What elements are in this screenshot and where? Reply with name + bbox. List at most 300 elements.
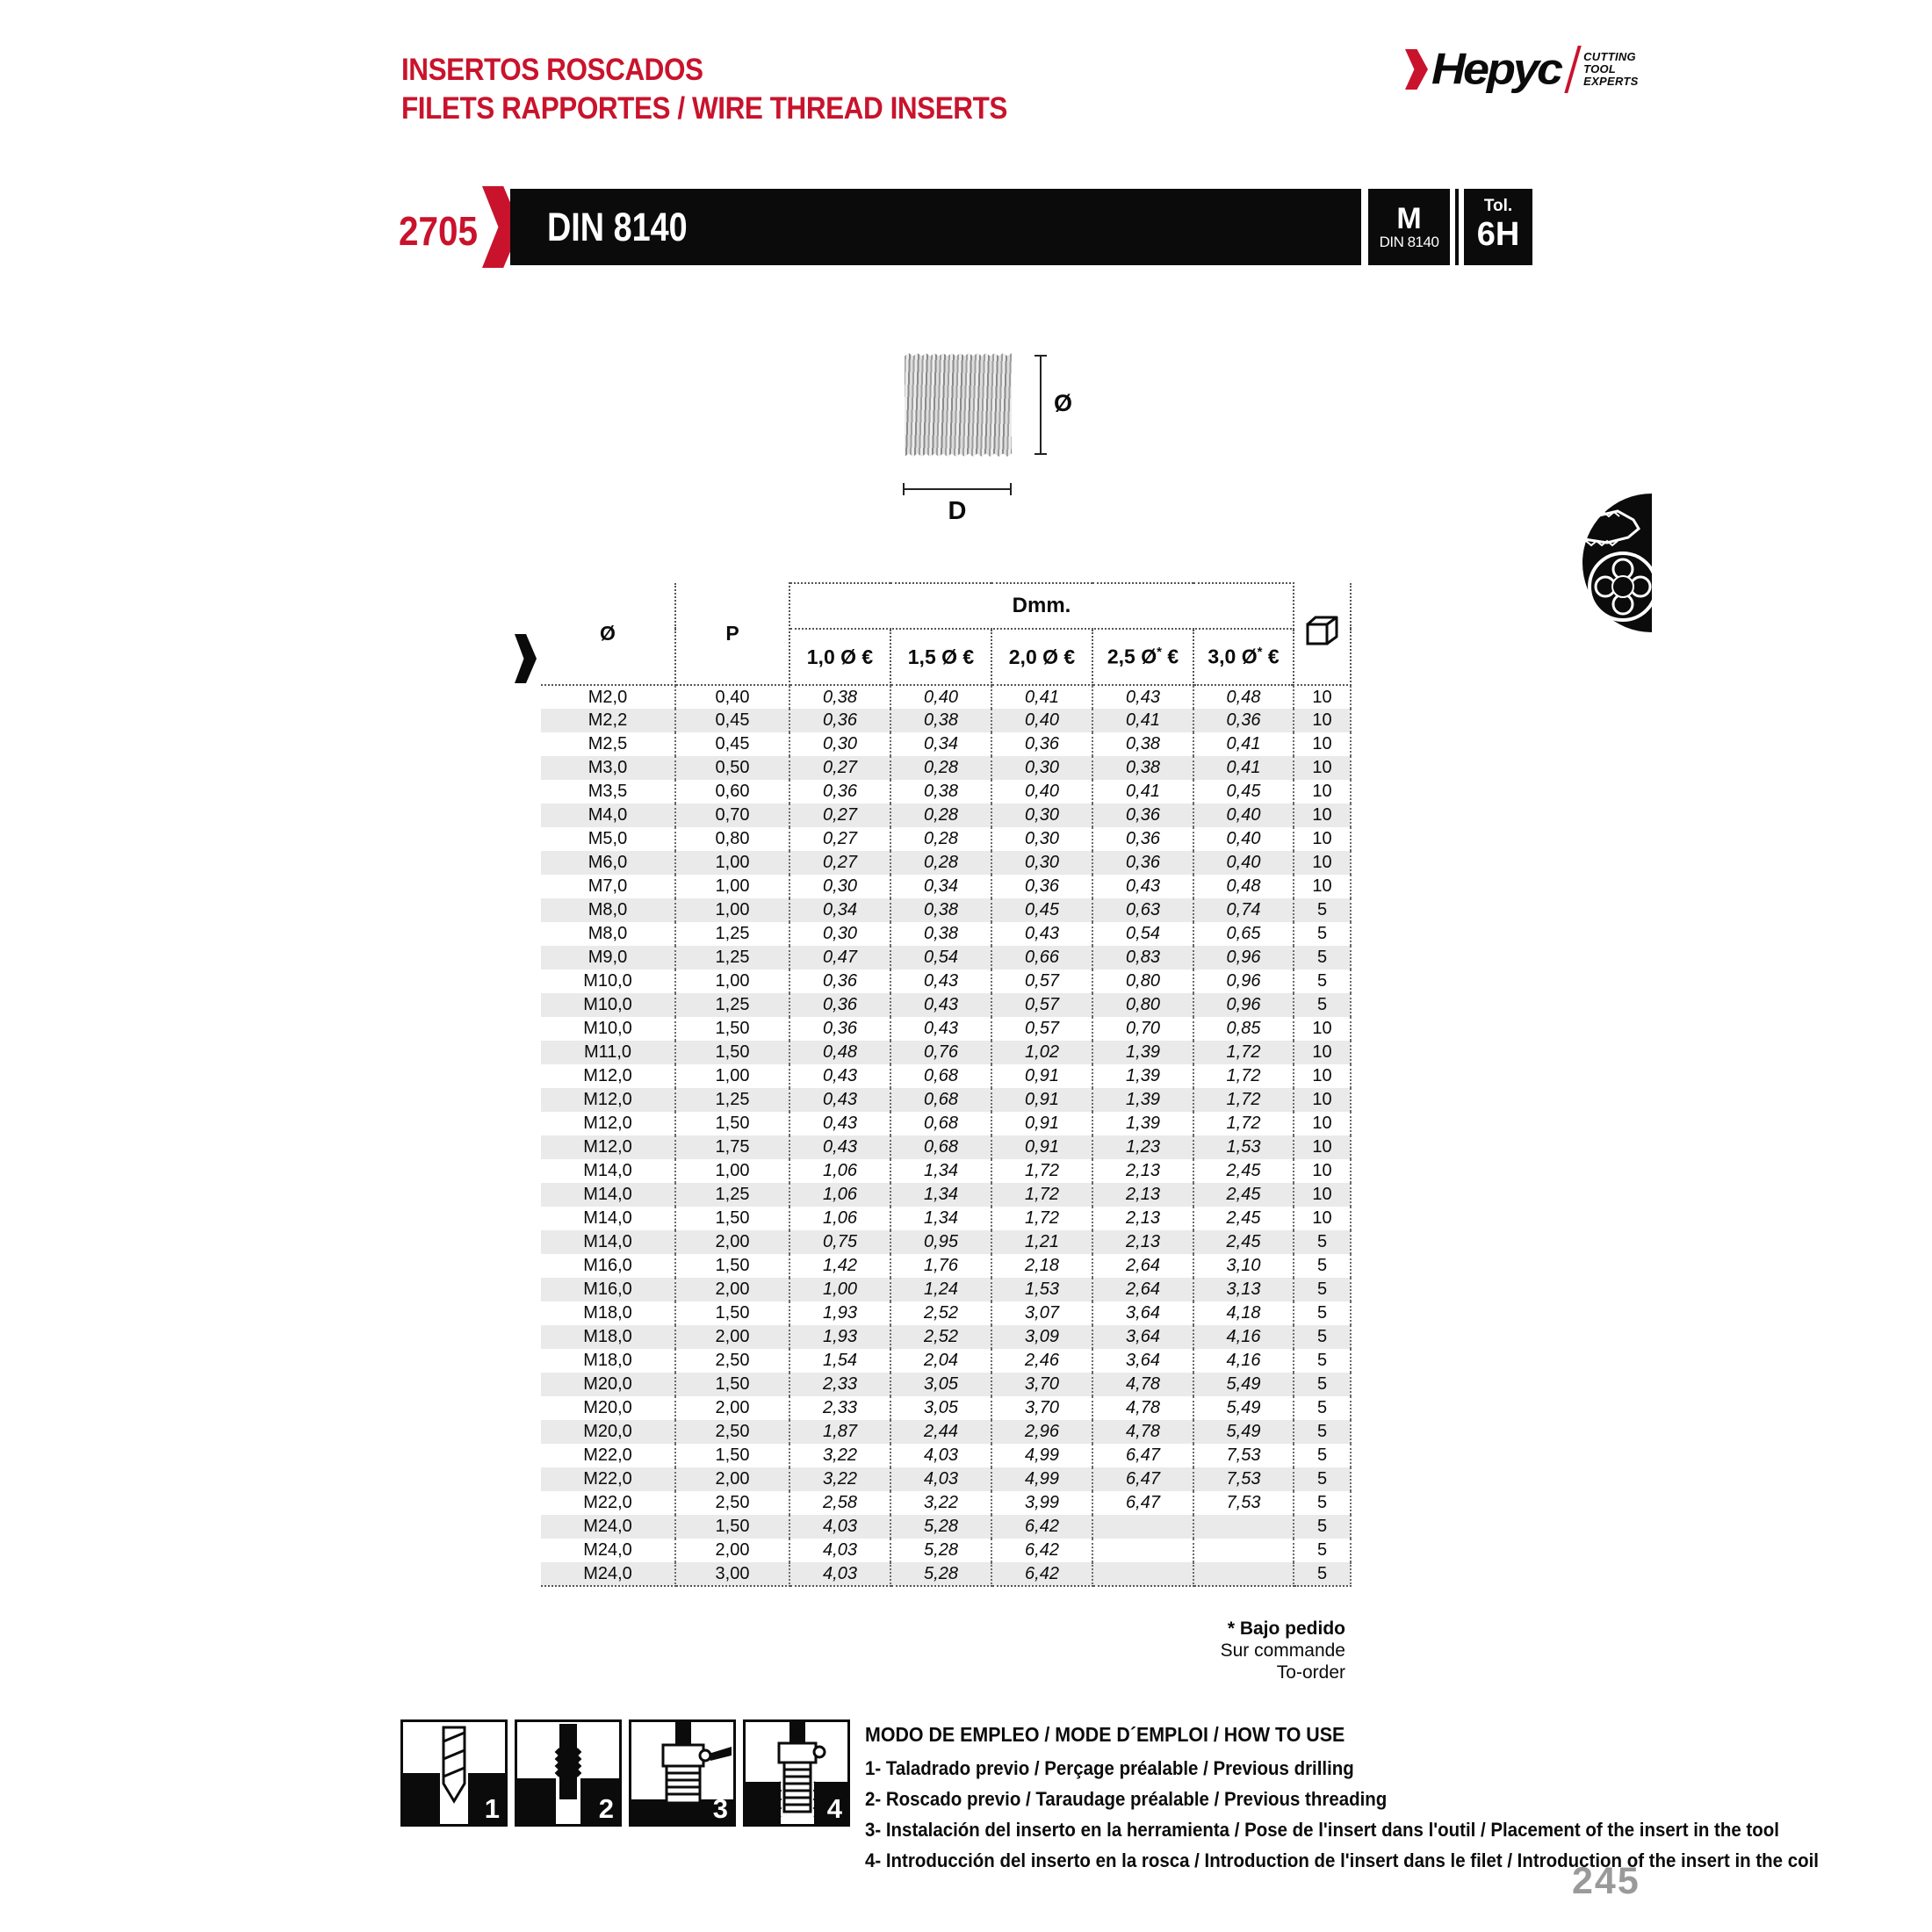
how-to-use-step: 4- Introducción del inserto en la rosca / Introduction de l'insert dans le filet / Introduction of the insert in the coil bbox=[865, 1849, 1819, 1871]
cell-price: 0,38 bbox=[1092, 732, 1193, 756]
brand-logo bbox=[1405, 46, 1639, 93]
table-row bbox=[541, 1491, 1351, 1515]
cell-diameter: M24,0 bbox=[541, 1515, 675, 1539]
cell-price: 0,43 bbox=[890, 993, 991, 1017]
brand-tagline bbox=[1583, 51, 1639, 88]
cell-price: 0,68 bbox=[890, 1064, 991, 1088]
cell-price: 3,64 bbox=[1092, 1301, 1193, 1325]
cell-price: 1,24 bbox=[890, 1278, 991, 1301]
product-code: 2705 bbox=[398, 208, 478, 254]
cell-quantity: 10 bbox=[1294, 756, 1351, 780]
cell-price: 0,96 bbox=[1193, 946, 1294, 970]
cell-diameter: M3,0 bbox=[541, 756, 675, 780]
cell-quantity: 10 bbox=[1294, 1112, 1351, 1135]
cell-diameter: M3,5 bbox=[541, 780, 675, 804]
cell-price: 0,30 bbox=[991, 804, 1092, 827]
table-row bbox=[541, 1278, 1351, 1301]
cell-price: 0,40 bbox=[991, 709, 1092, 732]
cell-pitch: 1,75 bbox=[675, 1135, 789, 1159]
product-standard: DIN 8140 bbox=[547, 204, 688, 249]
cell-price: 2,52 bbox=[890, 1301, 991, 1325]
cell-price: 4,78 bbox=[1092, 1420, 1193, 1444]
cell-diameter: M2,0 bbox=[541, 685, 675, 709]
cell-pitch: 1,50 bbox=[675, 1112, 789, 1135]
cell-price: 1,34 bbox=[890, 1207, 991, 1230]
cell-price: 1,76 bbox=[890, 1254, 991, 1278]
length-dimension-line bbox=[903, 488, 1012, 490]
cell-price: 0,65 bbox=[1193, 922, 1294, 946]
footnote-line-fr: Sur commande bbox=[1220, 1640, 1345, 1661]
how-to-use-step: 1- Taladrado previo / Perçage préalable / Previous drilling bbox=[865, 1757, 1354, 1779]
cell-price: 0,38 bbox=[890, 898, 991, 922]
cell-price: 4,16 bbox=[1193, 1349, 1294, 1373]
table-chevron-icon bbox=[515, 634, 537, 683]
how-to-use-step: 3- Instalación del inserto en la herramienta / Pose de l'insert dans l'outil / Placement of the insert in the tool bbox=[865, 1819, 1779, 1841]
cell-diameter: M12,0 bbox=[541, 1064, 675, 1088]
cell-pitch: 1,00 bbox=[675, 1159, 789, 1183]
cell-quantity: 5 bbox=[1294, 1278, 1351, 1301]
table-row bbox=[541, 1444, 1351, 1467]
die-tap-badge-icon bbox=[1582, 494, 1652, 632]
cell-quantity: 5 bbox=[1294, 970, 1351, 993]
cell-price: 2,13 bbox=[1092, 1159, 1193, 1183]
table-row bbox=[541, 1230, 1351, 1254]
cell-price: 4,03 bbox=[890, 1444, 991, 1467]
cell-price bbox=[1193, 1539, 1294, 1562]
page-title-line1: INSERTOS ROSCADOS bbox=[401, 53, 703, 87]
cell-pitch: 1,00 bbox=[675, 898, 789, 922]
cell-pitch: 1,25 bbox=[675, 993, 789, 1017]
cell-price: 0,54 bbox=[890, 946, 991, 970]
cell-price: 0,68 bbox=[890, 1112, 991, 1135]
table-row bbox=[541, 970, 1351, 993]
cell-price: 1,72 bbox=[991, 1207, 1092, 1230]
cell-quantity: 5 bbox=[1294, 1325, 1351, 1349]
cell-price: 0,36 bbox=[1193, 709, 1294, 732]
how-to-use-title: MODO DE EMPLEO / MODE D´EMPLOI / HOW TO USE bbox=[865, 1723, 1345, 1746]
cell-price: 1,39 bbox=[1092, 1041, 1193, 1064]
cell-price: 3,22 bbox=[789, 1467, 890, 1491]
cell-price: 1,42 bbox=[789, 1254, 890, 1278]
cell-price: 1,72 bbox=[1193, 1041, 1294, 1064]
step-4-insert-into-thread-image bbox=[743, 1719, 850, 1827]
cell-quantity: 10 bbox=[1294, 709, 1351, 732]
cell-quantity: 10 bbox=[1294, 1159, 1351, 1183]
brand-name: Hepyc bbox=[1431, 45, 1561, 94]
cell-price: 0,40 bbox=[890, 685, 991, 709]
cell-price: 1,93 bbox=[789, 1301, 890, 1325]
cell-price: 1,39 bbox=[1092, 1112, 1193, 1135]
cell-pitch: 2,00 bbox=[675, 1325, 789, 1349]
cell-price: 0,43 bbox=[890, 1017, 991, 1041]
cell-price: 3,05 bbox=[890, 1373, 991, 1396]
cell-price: 0,43 bbox=[1092, 685, 1193, 709]
step-number: 1 bbox=[484, 1793, 500, 1824]
cell-quantity: 5 bbox=[1294, 1515, 1351, 1539]
table-row bbox=[541, 1017, 1351, 1041]
cell-quantity: 5 bbox=[1294, 1230, 1351, 1254]
step-3-insert-on-tool-image bbox=[629, 1719, 736, 1827]
cell-pitch: 2,50 bbox=[675, 1420, 789, 1444]
table-row bbox=[541, 1325, 1351, 1349]
cell-price: 0,43 bbox=[789, 1088, 890, 1112]
cell-pitch: 0,50 bbox=[675, 756, 789, 780]
price-column-header-1_0: 1,0 Ø € bbox=[789, 629, 890, 685]
cell-price: 0,91 bbox=[991, 1088, 1092, 1112]
cell-price: 2,45 bbox=[1193, 1159, 1294, 1183]
product-bar bbox=[510, 189, 1361, 265]
table-row bbox=[541, 1254, 1351, 1278]
cell-quantity: 5 bbox=[1294, 922, 1351, 946]
cell-price: 4,99 bbox=[991, 1467, 1092, 1491]
cell-quantity: 10 bbox=[1294, 780, 1351, 804]
table-row bbox=[541, 756, 1351, 780]
cell-pitch: 0,45 bbox=[675, 732, 789, 756]
cell-price: 1,72 bbox=[1193, 1112, 1294, 1135]
table-row bbox=[541, 804, 1351, 827]
cell-diameter: M10,0 bbox=[541, 970, 675, 993]
cell-price: 5,28 bbox=[890, 1515, 991, 1539]
cell-price: 4,18 bbox=[1193, 1301, 1294, 1325]
tolerance-value: 6H bbox=[1476, 216, 1520, 253]
cell-price: 0,38 bbox=[890, 709, 991, 732]
cell-quantity: 10 bbox=[1294, 1041, 1351, 1064]
cell-price: 0,36 bbox=[991, 875, 1092, 898]
cell-price: 2,45 bbox=[1193, 1207, 1294, 1230]
cell-price: 0,41 bbox=[1193, 732, 1294, 756]
cell-quantity: 10 bbox=[1294, 804, 1351, 827]
cell-quantity: 5 bbox=[1294, 1491, 1351, 1515]
cell-price: 2,04 bbox=[890, 1349, 991, 1373]
price-table-body bbox=[541, 685, 1351, 1586]
cell-price: 0,27 bbox=[789, 827, 890, 851]
cell-price: 2,18 bbox=[991, 1254, 1092, 1278]
cell-price: 7,53 bbox=[1193, 1491, 1294, 1515]
cell-price: 0,41 bbox=[1092, 780, 1193, 804]
cell-diameter: M18,0 bbox=[541, 1349, 675, 1373]
cell-price: 0,30 bbox=[789, 732, 890, 756]
cell-diameter: M8,0 bbox=[541, 898, 675, 922]
cell-price: 2,13 bbox=[1092, 1183, 1193, 1207]
cell-price: 3,64 bbox=[1092, 1349, 1193, 1373]
table-row bbox=[541, 1183, 1351, 1207]
diameter-dimension-label: Ø bbox=[1054, 390, 1073, 416]
tolerance-box bbox=[1464, 189, 1532, 265]
cell-price: 1,34 bbox=[890, 1183, 991, 1207]
cell-price: 7,53 bbox=[1193, 1444, 1294, 1467]
cell-price: 2,58 bbox=[789, 1491, 890, 1515]
cell-price: 0,95 bbox=[890, 1230, 991, 1254]
cell-price: 6,47 bbox=[1092, 1491, 1193, 1515]
cell-price: 2,13 bbox=[1092, 1207, 1193, 1230]
cell-price: 1,21 bbox=[991, 1230, 1092, 1254]
cell-price: 0,47 bbox=[789, 946, 890, 970]
cell-quantity: 10 bbox=[1294, 1183, 1351, 1207]
cell-price: 0,66 bbox=[991, 946, 1092, 970]
cell-pitch: 2,00 bbox=[675, 1278, 789, 1301]
cell-price: 0,68 bbox=[890, 1135, 991, 1159]
cell-price: 3,70 bbox=[991, 1396, 1092, 1420]
cell-price: 4,99 bbox=[991, 1444, 1092, 1467]
page-number: 245 bbox=[1572, 1860, 1640, 1902]
cell-price: 0,43 bbox=[991, 922, 1092, 946]
table-row bbox=[541, 898, 1351, 922]
cell-price: 5,28 bbox=[890, 1562, 991, 1586]
cell-pitch: 2,50 bbox=[675, 1349, 789, 1373]
cell-price: 2,33 bbox=[789, 1373, 890, 1396]
cell-diameter: M22,0 bbox=[541, 1467, 675, 1491]
cell-price: 0,41 bbox=[1092, 709, 1193, 732]
cell-price: 0,36 bbox=[789, 1017, 890, 1041]
cell-pitch: 1,50 bbox=[675, 1041, 789, 1064]
table-row bbox=[541, 875, 1351, 898]
cell-pitch: 1,50 bbox=[675, 1301, 789, 1325]
cell-price: 4,03 bbox=[890, 1467, 991, 1491]
order-footnote bbox=[1036, 1618, 1345, 1683]
cell-price: 2,46 bbox=[991, 1349, 1092, 1373]
cell-pitch: 1,50 bbox=[675, 1254, 789, 1278]
cell-price: 3,99 bbox=[991, 1491, 1092, 1515]
cell-price: 5,49 bbox=[1193, 1396, 1294, 1420]
cell-price: 3,09 bbox=[991, 1325, 1092, 1349]
table-row bbox=[541, 732, 1351, 756]
column-group-header: Dmm. bbox=[789, 583, 1294, 629]
cell-price: 5,28 bbox=[890, 1539, 991, 1562]
cell-diameter: M12,0 bbox=[541, 1112, 675, 1135]
cell-pitch: 2,00 bbox=[675, 1539, 789, 1562]
cell-price: 0,28 bbox=[890, 851, 991, 875]
step-2-threading-image bbox=[515, 1719, 622, 1827]
cell-price: 0,43 bbox=[789, 1112, 890, 1135]
cell-pitch: 1,00 bbox=[675, 1064, 789, 1088]
step-1-drilling-image bbox=[400, 1719, 508, 1827]
cell-pitch: 0,60 bbox=[675, 780, 789, 804]
table-row bbox=[541, 780, 1351, 804]
cell-price: 1,72 bbox=[1193, 1064, 1294, 1088]
cell-price: 0,40 bbox=[1193, 827, 1294, 851]
cell-price: 1,87 bbox=[789, 1420, 890, 1444]
cell-quantity: 5 bbox=[1294, 1396, 1351, 1420]
cell-diameter: M20,0 bbox=[541, 1420, 675, 1444]
cell-price bbox=[1092, 1515, 1193, 1539]
cell-price: 3,05 bbox=[890, 1396, 991, 1420]
cell-price: 7,53 bbox=[1193, 1467, 1294, 1491]
cell-price bbox=[1092, 1562, 1193, 1586]
table-row bbox=[541, 1088, 1351, 1112]
cell-price bbox=[1193, 1562, 1294, 1586]
cell-price: 0,27 bbox=[789, 804, 890, 827]
how-to-use-step: 2- Roscado previo / Taraudage préalable / Previous threading bbox=[865, 1788, 1388, 1810]
table-row bbox=[541, 1159, 1351, 1183]
price-table-header bbox=[541, 583, 1351, 685]
cell-price: 0,45 bbox=[991, 898, 1092, 922]
cell-pitch: 1,25 bbox=[675, 946, 789, 970]
table-row bbox=[541, 1041, 1351, 1064]
cell-price: 0,36 bbox=[1092, 827, 1193, 851]
cell-diameter: M2,2 bbox=[541, 709, 675, 732]
footnote-line-en: To-order bbox=[1276, 1662, 1345, 1683]
cell-diameter: M10,0 bbox=[541, 993, 675, 1017]
cell-price: 0,48 bbox=[1193, 875, 1294, 898]
cell-diameter: M14,0 bbox=[541, 1207, 675, 1230]
cell-price: 0,43 bbox=[789, 1135, 890, 1159]
cell-pitch: 2,00 bbox=[675, 1467, 789, 1491]
cell-pitch: 1,00 bbox=[675, 875, 789, 898]
cell-price: 4,78 bbox=[1092, 1396, 1193, 1420]
table-row bbox=[541, 851, 1351, 875]
cell-quantity: 10 bbox=[1294, 1135, 1351, 1159]
cell-quantity: 5 bbox=[1294, 1467, 1351, 1491]
cell-quantity: 10 bbox=[1294, 685, 1351, 709]
cell-diameter: M16,0 bbox=[541, 1254, 675, 1278]
cell-price: 4,16 bbox=[1193, 1325, 1294, 1349]
cell-price: 3,07 bbox=[991, 1301, 1092, 1325]
cell-price: 1,54 bbox=[789, 1349, 890, 1373]
cell-price: 4,03 bbox=[789, 1562, 890, 1586]
cell-price: 2,44 bbox=[890, 1420, 991, 1444]
cell-price: 4,03 bbox=[789, 1515, 890, 1539]
table-row bbox=[541, 993, 1351, 1017]
cell-pitch: 0,80 bbox=[675, 827, 789, 851]
cell-quantity: 5 bbox=[1294, 1301, 1351, 1325]
cell-price: 0,30 bbox=[991, 827, 1092, 851]
cell-price: 0,27 bbox=[789, 851, 890, 875]
cell-price: 0,96 bbox=[1193, 993, 1294, 1017]
cell-price: 6,47 bbox=[1092, 1467, 1193, 1491]
table-row bbox=[541, 946, 1351, 970]
cell-price: 1,39 bbox=[1092, 1088, 1193, 1112]
cell-diameter: M8,0 bbox=[541, 922, 675, 946]
cell-price: 5,49 bbox=[1193, 1373, 1294, 1396]
cell-quantity: 5 bbox=[1294, 1373, 1351, 1396]
cell-price: 6,42 bbox=[991, 1515, 1092, 1539]
cell-price: 0,34 bbox=[890, 732, 991, 756]
cell-pitch: 1,50 bbox=[675, 1515, 789, 1539]
table-row bbox=[541, 1064, 1351, 1088]
cell-price: 2,52 bbox=[890, 1325, 991, 1349]
cell-diameter: M7,0 bbox=[541, 875, 675, 898]
cell-quantity: 10 bbox=[1294, 1064, 1351, 1088]
cell-diameter: M2,5 bbox=[541, 732, 675, 756]
table-row bbox=[541, 1396, 1351, 1420]
cell-price: 2,64 bbox=[1092, 1278, 1193, 1301]
cell-price: 0,43 bbox=[789, 1064, 890, 1088]
cell-quantity: 5 bbox=[1294, 1539, 1351, 1562]
cell-price bbox=[1193, 1515, 1294, 1539]
table-row bbox=[541, 1207, 1351, 1230]
cell-price: 0,40 bbox=[1193, 804, 1294, 827]
cell-pitch: 1,50 bbox=[675, 1444, 789, 1467]
brand-slash-icon bbox=[1564, 46, 1581, 93]
cell-price: 2,33 bbox=[789, 1396, 890, 1420]
cell-price: 1,39 bbox=[1092, 1064, 1193, 1088]
cell-diameter: M14,0 bbox=[541, 1183, 675, 1207]
cell-price: 1,02 bbox=[991, 1041, 1092, 1064]
thread-standard: DIN 8140 bbox=[1379, 233, 1439, 250]
cell-price: 0,85 bbox=[1193, 1017, 1294, 1041]
brand-tagline-line: TOOL bbox=[1583, 62, 1617, 76]
cell-quantity: 5 bbox=[1294, 946, 1351, 970]
table-row bbox=[541, 1135, 1351, 1159]
cell-diameter: M24,0 bbox=[541, 1562, 675, 1586]
cell-pitch: 2,00 bbox=[675, 1396, 789, 1420]
cell-price: 1,72 bbox=[991, 1183, 1092, 1207]
cell-price: 0,57 bbox=[991, 993, 1092, 1017]
table-row bbox=[541, 1515, 1351, 1539]
cell-diameter: M9,0 bbox=[541, 946, 675, 970]
cell-price: 6,42 bbox=[991, 1562, 1092, 1586]
cell-diameter: M12,0 bbox=[541, 1088, 675, 1112]
cell-diameter: M11,0 bbox=[541, 1041, 675, 1064]
column-header-pitch: P bbox=[675, 583, 789, 685]
cell-price: 3,10 bbox=[1193, 1254, 1294, 1278]
cell-quantity: 5 bbox=[1294, 1254, 1351, 1278]
cell-price: 1,00 bbox=[789, 1278, 890, 1301]
cell-price: 0,57 bbox=[991, 1017, 1092, 1041]
cell-quantity: 5 bbox=[1294, 1444, 1351, 1467]
cell-pitch: 1,50 bbox=[675, 1373, 789, 1396]
cell-diameter: M5,0 bbox=[541, 827, 675, 851]
cell-price: 0,48 bbox=[789, 1041, 890, 1064]
cell-price: 0,45 bbox=[1193, 780, 1294, 804]
cell-price: 1,06 bbox=[789, 1159, 890, 1183]
cell-price: 3,22 bbox=[789, 1444, 890, 1467]
bar-divider bbox=[1455, 189, 1459, 265]
cell-price: 6,47 bbox=[1092, 1444, 1193, 1467]
table-row bbox=[541, 685, 1351, 709]
price-column-header-3_0: 3,0 Ø* € bbox=[1193, 629, 1294, 685]
cell-price: 0,36 bbox=[789, 780, 890, 804]
cell-diameter: M18,0 bbox=[541, 1325, 675, 1349]
table-row bbox=[541, 1539, 1351, 1562]
cell-diameter: M20,0 bbox=[541, 1373, 675, 1396]
cell-price: 0,57 bbox=[991, 970, 1092, 993]
cell-quantity: 10 bbox=[1294, 827, 1351, 851]
cell-price: 1,93 bbox=[789, 1325, 890, 1349]
cell-price: 6,42 bbox=[991, 1539, 1092, 1562]
cell-price: 3,13 bbox=[1193, 1278, 1294, 1301]
cell-price: 0,36 bbox=[789, 709, 890, 732]
cell-pitch: 1,00 bbox=[675, 970, 789, 993]
cell-price: 0,75 bbox=[789, 1230, 890, 1254]
cell-price: 0,28 bbox=[890, 827, 991, 851]
cell-price: 0,30 bbox=[789, 922, 890, 946]
table-row bbox=[541, 1349, 1351, 1373]
cell-quantity: 10 bbox=[1294, 1088, 1351, 1112]
cell-diameter: M6,0 bbox=[541, 851, 675, 875]
cell-price: 3,22 bbox=[890, 1491, 991, 1515]
cell-price: 0,76 bbox=[890, 1041, 991, 1064]
cell-price: 3,64 bbox=[1092, 1325, 1193, 1349]
cell-price: 0,34 bbox=[789, 898, 890, 922]
cell-price: 0,30 bbox=[789, 875, 890, 898]
table-row bbox=[541, 1420, 1351, 1444]
cell-price: 0,34 bbox=[890, 875, 991, 898]
cell-pitch: 1,50 bbox=[675, 1017, 789, 1041]
page-title-line2: FILETS RAPPORTES / WIRE THREAD INSERTS bbox=[401, 91, 1007, 126]
cell-diameter: M16,0 bbox=[541, 1278, 675, 1301]
table-row bbox=[541, 1301, 1351, 1325]
price-column-header-2_5: 2,5 Ø* € bbox=[1092, 629, 1193, 685]
cell-quantity: 10 bbox=[1294, 1017, 1351, 1041]
table-row bbox=[541, 1373, 1351, 1396]
cell-price: 2,96 bbox=[991, 1420, 1092, 1444]
cell-price: 0,74 bbox=[1193, 898, 1294, 922]
cell-pitch: 1,25 bbox=[675, 1088, 789, 1112]
step-number: 4 bbox=[826, 1793, 842, 1824]
cell-pitch: 0,70 bbox=[675, 804, 789, 827]
how-to-use-instructions bbox=[865, 1721, 1819, 1876]
